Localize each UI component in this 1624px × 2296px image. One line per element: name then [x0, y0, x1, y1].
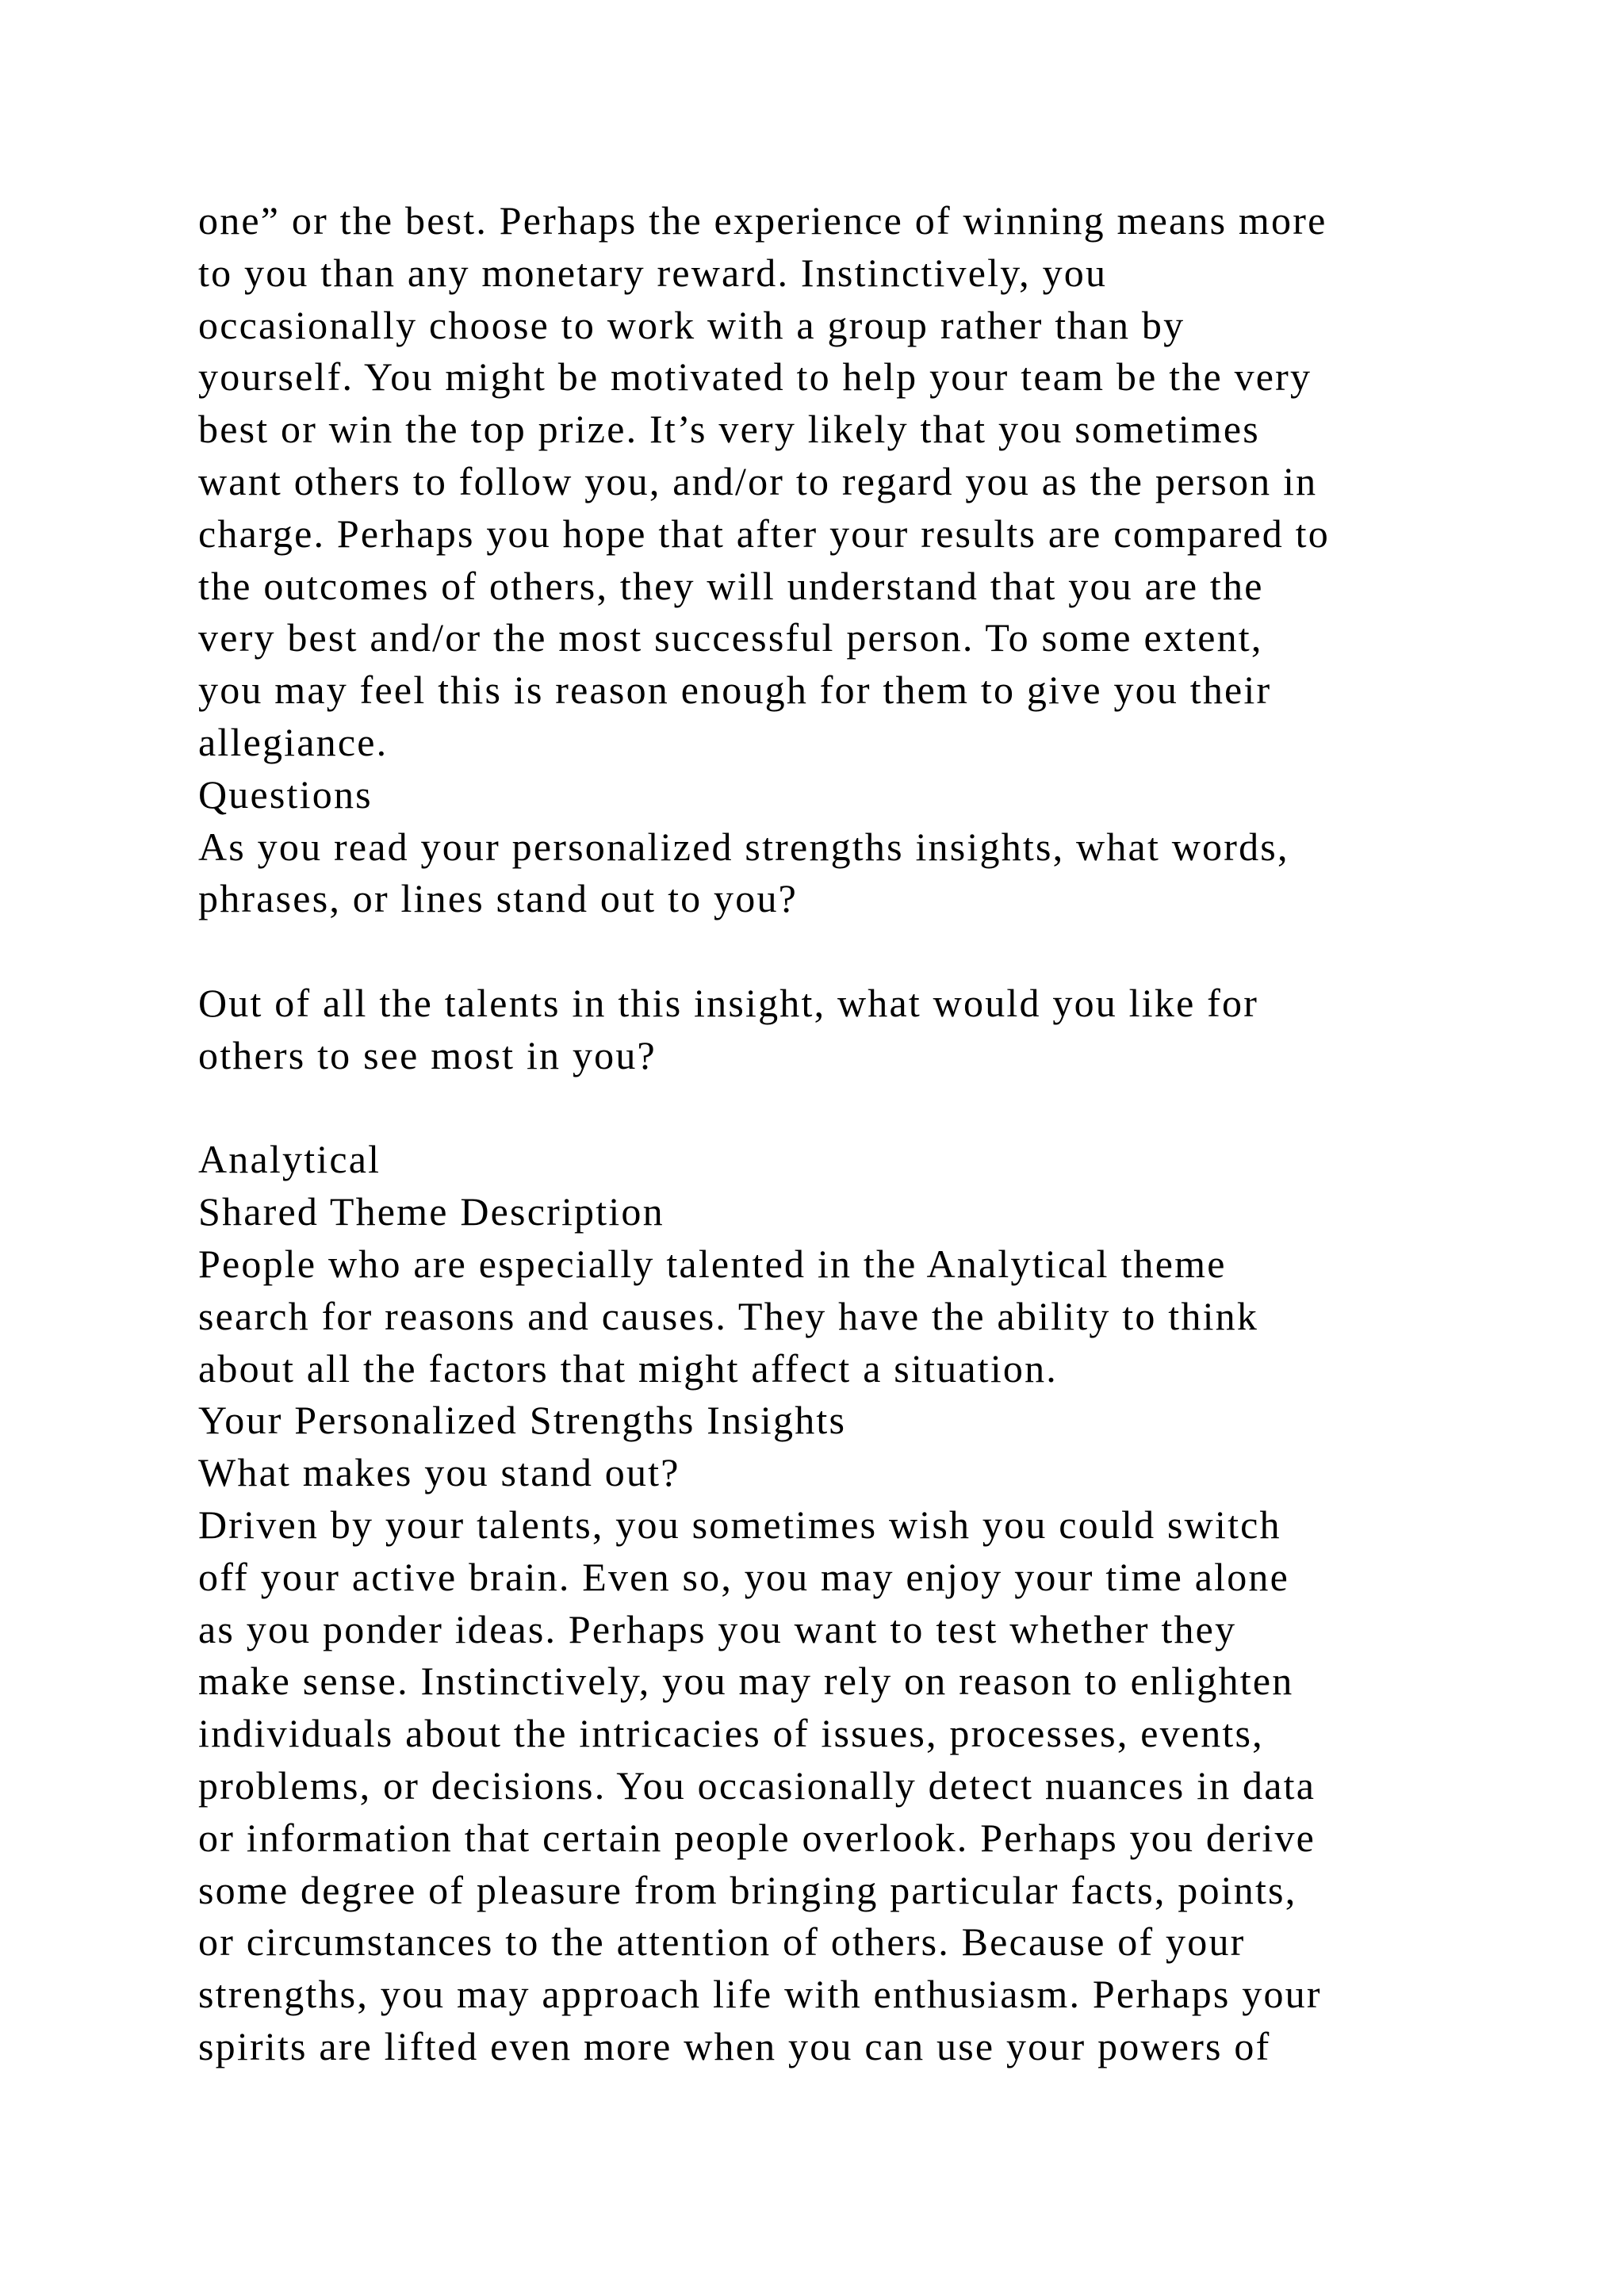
- text-line: the outcomes of others, they will understand that you are the: [198, 563, 1264, 608]
- text-line: very best and/or the most successful person. To some extent,: [198, 615, 1263, 660]
- text-line: make sense. Instinctively, you may rely on reason to enlighten: [198, 1659, 1294, 1704]
- text-line: Your Personalized Strengths Insights: [198, 1398, 847, 1443]
- text-line: about all the factors that might affect a situation.: [198, 1345, 1059, 1391]
- text-line: What makes you stand out?: [198, 1450, 680, 1495]
- text-line: problems, or decisions. You occasionally detect nuances in data: [198, 1762, 1316, 1808]
- text-line: one” or the best. Perhaps the experience of winning means more: [198, 198, 1327, 243]
- text-line: yourself. You might be motivated to help your team be the very: [198, 354, 1312, 400]
- text-line: some degree of pleasure from bringing particular facts, points,: [198, 1867, 1297, 1912]
- text-line: charge. Perhaps you hope that after your results are compared to: [198, 511, 1330, 556]
- text-line: off your active brain. Even so, you may enjoy your time alone: [198, 1554, 1289, 1599]
- blank-line: [198, 1082, 1435, 1135]
- text-line: or information that certain people overlook. Perhaps you derive: [198, 1815, 1316, 1860]
- text-line: Questions: [198, 771, 373, 817]
- text-line: phrases, or lines stand out to you?: [198, 876, 799, 921]
- text-line: best or win the top prize. It’s very likely that you sometimes: [198, 407, 1260, 452]
- text-line: People who are especially talented in the Analytical theme: [198, 1241, 1227, 1286]
- text-line: want others to follow you, and/or to regard you as the person in: [198, 458, 1318, 503]
- document-body: [198, 195, 1435, 2073]
- text-line: to you than any monetary reward. Instinctively, you: [198, 250, 1108, 295]
- text-line: allegiance.: [198, 719, 389, 764]
- text-line: others to see most in you?: [198, 1032, 657, 1077]
- text-line: Out of all the talents in this insight, what would you like for: [198, 980, 1259, 1025]
- text-line: As you read your personalized strengths insights, what words,: [198, 824, 1289, 869]
- blank-line: [198, 925, 1435, 978]
- text-line: you may feel this is reason enough for them to give you their: [198, 668, 1272, 713]
- text-line: Driven by your talents, you sometimes wish you could switch: [198, 1502, 1281, 1547]
- text-line: spirits are lifted even more when you can use your powers of: [198, 2023, 1271, 2068]
- text-line: Shared Theme Description: [198, 1189, 665, 1234]
- text-line: strengths, you may approach life with enthusiasm. Perhaps your: [198, 1972, 1322, 2017]
- text-line: Analytical: [198, 1137, 381, 1182]
- text-line: individuals about the intricacies of issues, processes, events,: [198, 1711, 1264, 1756]
- text-line: or circumstances to the attention of others. Because of your: [198, 1919, 1246, 1965]
- text-line: occasionally choose to work with a group rather than by: [198, 302, 1185, 347]
- text-line: as you ponder ideas. Perhaps you want to test whether they: [198, 1606, 1237, 1651]
- text-line: search for reasons and causes. They have the ability to think: [198, 1293, 1259, 1338]
